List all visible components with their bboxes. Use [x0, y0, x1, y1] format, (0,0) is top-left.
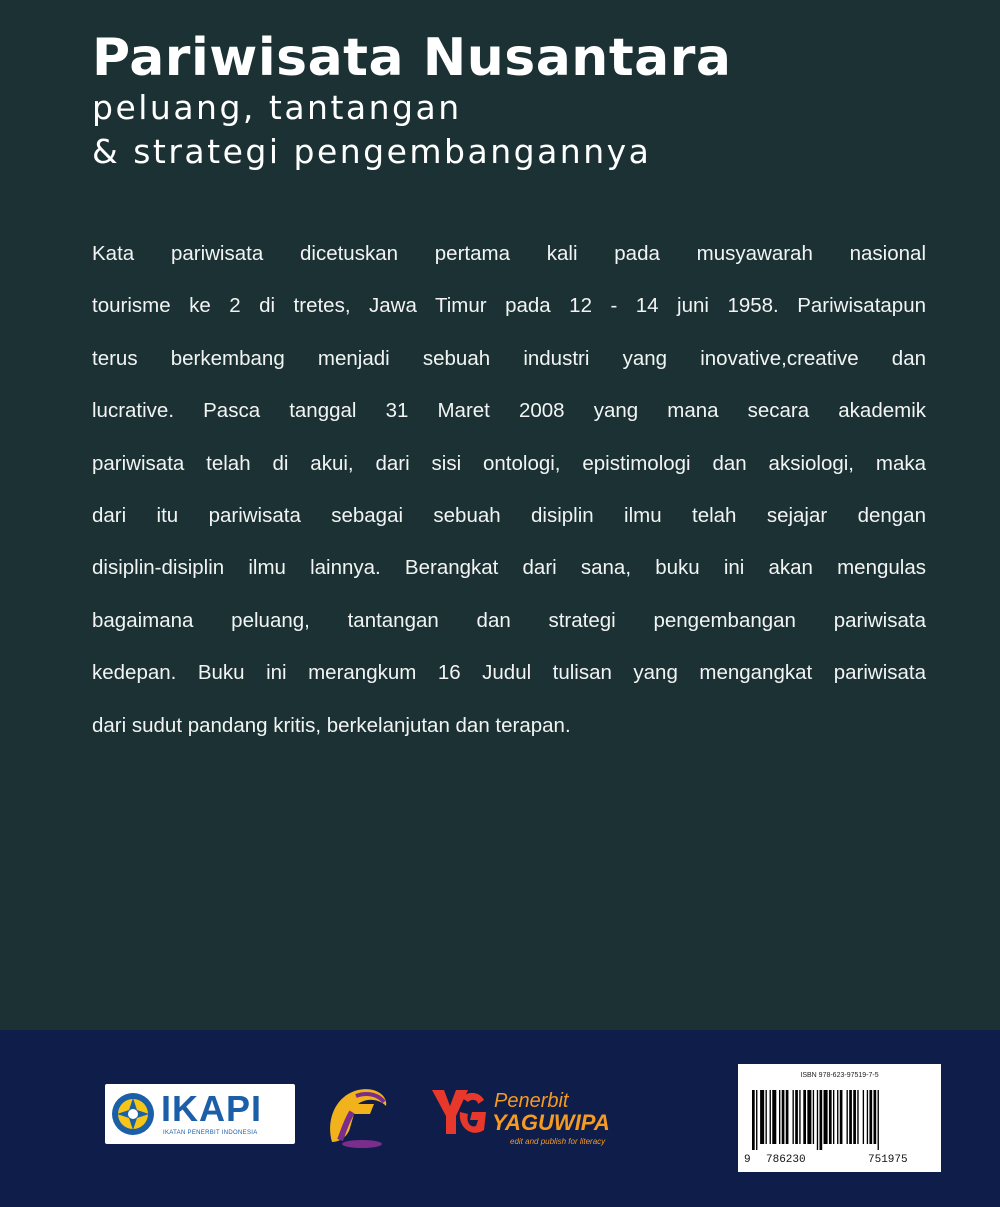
barcode-bar: [829, 1090, 832, 1144]
barcode-bar: [779, 1090, 780, 1144]
barcode-bar: [760, 1090, 764, 1144]
book-subtitle-line1: peluang, tantangan: [92, 88, 462, 127]
barcode-bar: [803, 1090, 806, 1144]
barcode-bar: [857, 1090, 858, 1144]
barcode-digits-right: 751975: [868, 1154, 908, 1166]
publisher-tagline: edit and publish for literacy: [510, 1137, 606, 1146]
barcode-bar: [849, 1090, 852, 1144]
blurb-line: lucrative. Pasca tanggal 31 Maret 2008 yang mana secara akademik: [92, 399, 926, 423]
barcode-bar: [782, 1090, 785, 1144]
barcode-bar: [867, 1090, 868, 1144]
barcode-bar: [837, 1090, 838, 1144]
ikapi-logo: [105, 1084, 295, 1144]
book-subtitle-line2: & strategi pengembangannya: [92, 132, 652, 171]
ikapi-wordmark: IKAPI: [161, 1088, 263, 1129]
f-publisher-logo-icon: [322, 1082, 394, 1152]
ikapi-emblem-icon: [109, 1090, 157, 1138]
barcode-bar: [853, 1090, 856, 1144]
blurb-line: terus berkembang menjadi sebuah industri yang inovative,creative dan: [92, 346, 926, 370]
barcode-bar: [752, 1090, 755, 1150]
barcode-bar: [847, 1090, 848, 1144]
barcode-bar: [770, 1090, 771, 1144]
barcode-bar: [766, 1090, 767, 1144]
barcode-bar: [807, 1090, 811, 1144]
publisher-name: YAGUWIPA: [492, 1110, 610, 1135]
barcode-bar: [833, 1090, 834, 1144]
book-title: Pariwisata Nusantara: [92, 28, 732, 88]
blurb-line: pariwisata telah di akui, dari sisi ontologi, epistimologi dan aksiologi, maka: [92, 451, 926, 475]
barcode-bar: [878, 1090, 879, 1150]
blurb-line: disiplin-disiplin ilmu lainnya. Berangkat dari sana, buku ini akan mengulas: [92, 556, 926, 580]
barcode-bar: [799, 1090, 800, 1144]
barcode-bar: [772, 1090, 776, 1144]
barcode-bar: [817, 1090, 818, 1150]
barcode-bar: [813, 1090, 814, 1144]
isbn-barcode: [738, 1064, 941, 1172]
blurb-line: dari sudut pandang kritis, berkelanjutan dan terapan.: [92, 713, 571, 737]
yaguwipa-emblem-icon: [428, 1082, 490, 1144]
barcode-bar: [786, 1090, 789, 1144]
barcode-bar: [840, 1090, 843, 1144]
barcode-digits-left: 786230: [766, 1154, 806, 1166]
blurb-line: bagaimana peluang, tantangan dan strategi pengembangan pariwisata: [92, 608, 926, 632]
blurb-line: dari itu pariwisata sebagai sebuah disiplin ilmu telah sejajar dengan: [92, 504, 926, 528]
blurb-line: kedepan. Buku ini merangkum 16 Judul tulisan yang mengangkat pariwisata: [92, 661, 926, 685]
barcode-bar: [820, 1090, 823, 1150]
barcode-bar: [869, 1090, 872, 1144]
barcode-bar: [874, 1090, 877, 1144]
blurb-line: tourisme ke 2 di tretes, Jawa Timur pada 12 - 14 juni 1958. Pariwisatapun: [92, 294, 926, 318]
barcode-bar: [793, 1090, 794, 1144]
barcode-bars: [752, 1090, 932, 1150]
penerbit-label: Penerbit: [494, 1090, 569, 1112]
barcode-bar: [795, 1090, 798, 1144]
barcode-bar: [824, 1090, 828, 1144]
barcode-digit-lead: 9: [744, 1154, 751, 1166]
back-cover-blurb: [92, 228, 926, 752]
ikapi-subtext: IKATAN PENERBIT INDONESIA: [163, 1130, 258, 1136]
blurb-line: Kata pariwisata dicetuskan pertama kali pada musyawarah nasional: [92, 242, 926, 265]
barcode-bar: [863, 1090, 864, 1144]
isbn-text: ISBN 978-623-97519-7-5: [800, 1072, 879, 1079]
barcode-bar: [756, 1090, 757, 1150]
